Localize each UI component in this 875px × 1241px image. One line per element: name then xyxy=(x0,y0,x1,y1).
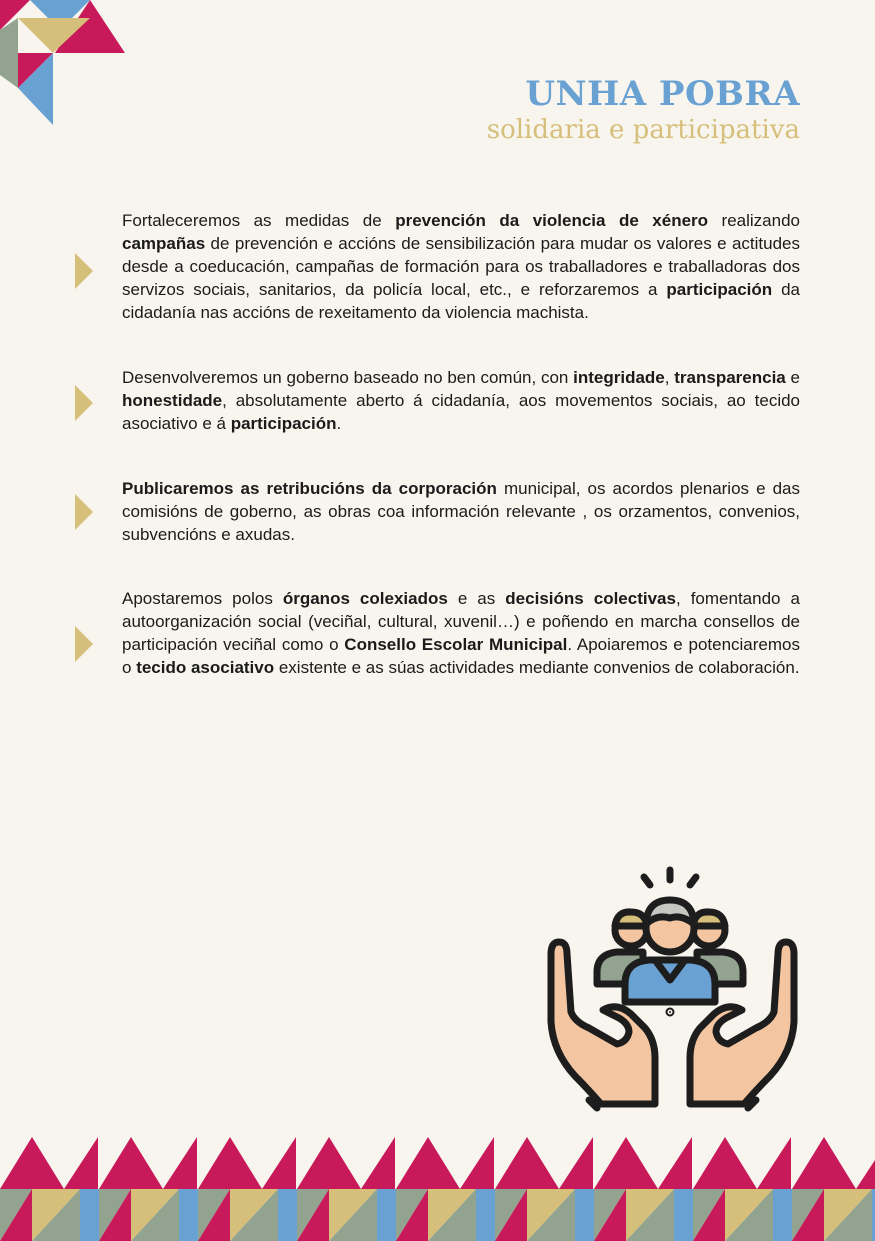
triangle-arrow-icon xyxy=(75,253,95,289)
text-run: da cidadanía nas accións de rexeitamento da violencia machista. xyxy=(122,280,800,322)
text-run: , xyxy=(664,368,675,387)
bold-text: campañas xyxy=(122,234,206,253)
text-run: , absolutamente aberto á cidadanía, aos movementos sociais, ao tecido asociativo e á xyxy=(122,391,800,433)
bold-text: participación xyxy=(230,414,337,433)
text-run: , fomentando a autoorganización social (veciñal, cultural, xuvenil…) e poñendo en marcha consellos de participación veciñal como o xyxy=(122,589,800,654)
text-run: Fortaleceremos as medidas de xyxy=(122,211,396,230)
triangle-arrow-icon xyxy=(75,385,95,421)
hands-holding-people-icon xyxy=(545,862,800,1117)
text-run: realizando xyxy=(708,211,800,230)
paragraph-text xyxy=(122,587,800,679)
page-subtitle: solidaria e participativa xyxy=(486,115,800,145)
paragraph-text xyxy=(122,366,800,435)
bold-text: transparencia xyxy=(674,368,786,387)
paragraph-text xyxy=(122,209,800,324)
paragraph-participation xyxy=(122,587,800,679)
paragraph-violence-prevention xyxy=(122,209,800,324)
bold-text: órganos colexiados xyxy=(282,589,448,608)
text-run: Apostaremos polos xyxy=(122,589,283,608)
bold-text: participación xyxy=(666,280,773,299)
bold-text: honestidade xyxy=(122,391,223,410)
bold-text: decisións colectivas xyxy=(505,589,676,608)
bold-text: Consello Escolar Municipal xyxy=(344,635,568,654)
bold-text: integridade xyxy=(573,368,665,387)
text-run: municipal, os acordos plenarios e das comisións de goberno, as obras coa información relevante , os orzamentos, convenios, subvencións e axudas. xyxy=(122,479,800,544)
bold-text: tecido asociativo xyxy=(136,658,275,677)
text-run: existente e as súas actividades mediante convenios de colaboración. xyxy=(274,658,800,677)
bold-text: Publicaremos as retribucións da corporación xyxy=(122,479,497,498)
triangle-arrow-icon xyxy=(75,494,95,530)
text-run: Desenvolveremos un goberno baseado no ben común, con xyxy=(122,368,574,387)
text-run: de prevención e accións de sensibilización para mudar os valores e actitudes desde a coeducación, campañas de formación para os traballadores e traballadoras dos servizos sociais, sanitarios, da policía local, etc., e reforzaremos a xyxy=(122,234,800,299)
paragraph-good-governance xyxy=(122,366,800,435)
paragraph-text xyxy=(122,477,800,546)
text-run: e xyxy=(785,368,800,387)
bottom-decoration xyxy=(0,1137,875,1241)
triangle-arrow-icon xyxy=(75,626,95,662)
text-run: . xyxy=(336,414,342,433)
text-run: . Apoiaremos e potenciaremos o xyxy=(122,635,800,677)
bold-text: prevención da violencia de xénero xyxy=(395,211,709,230)
text-run: e as xyxy=(447,589,506,608)
corner-decoration xyxy=(0,0,130,130)
page-title: UNHA POBRA xyxy=(525,74,800,114)
paragraph-transparency xyxy=(122,477,800,546)
page-header xyxy=(487,74,800,146)
